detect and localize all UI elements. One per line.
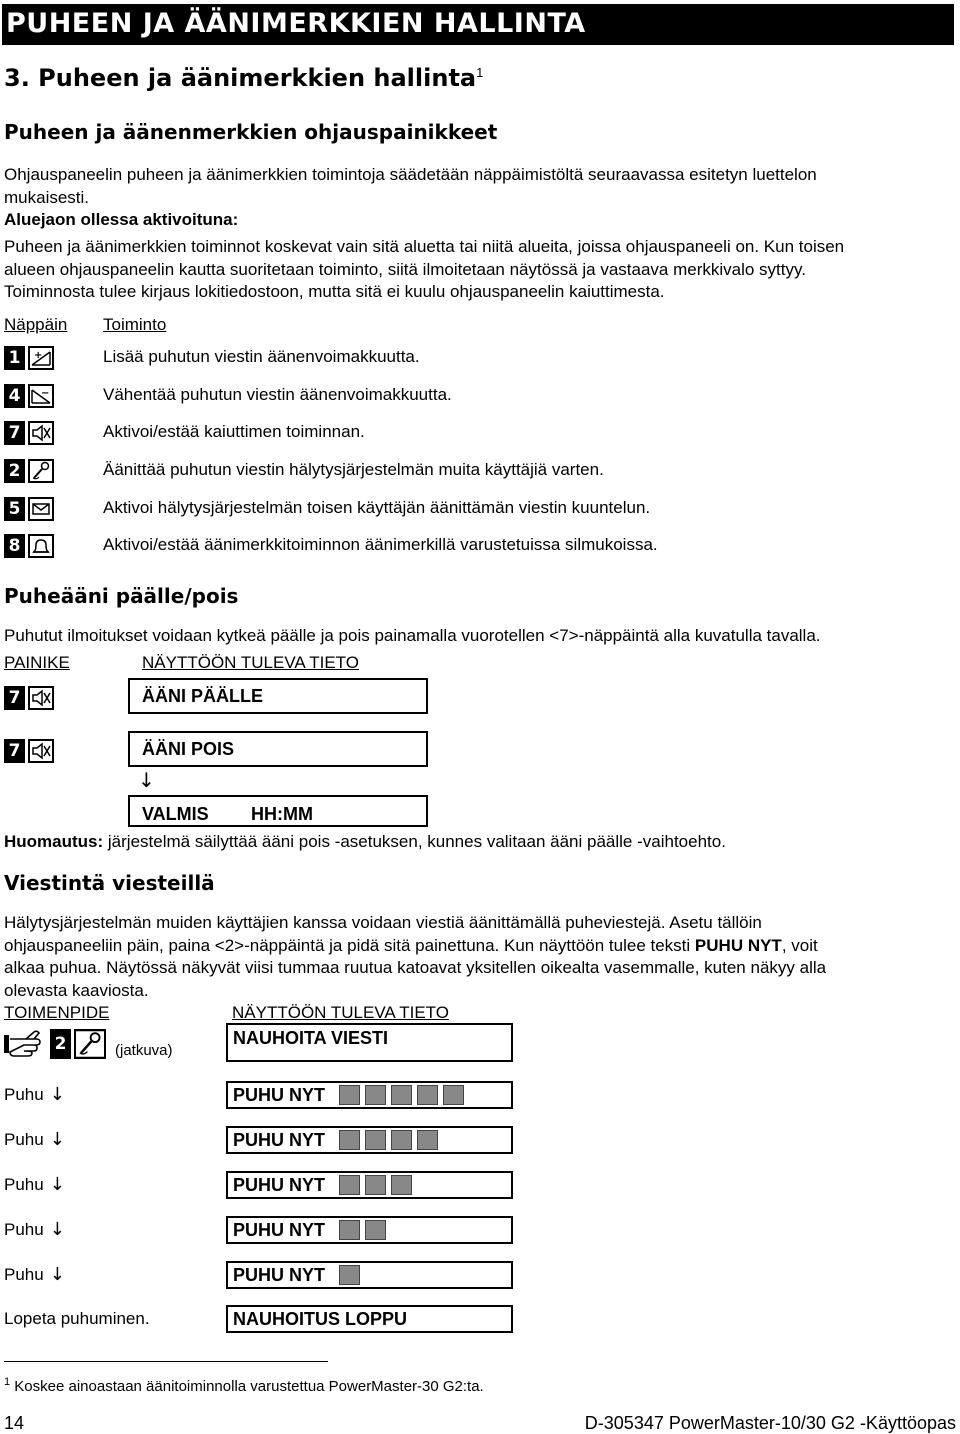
key-2-digit: 2 [4, 459, 25, 483]
down-arrow-icon: ↓ [49, 1084, 65, 1105]
message-display-column-header: NÄYTTÖÖN TULEVA TIETO [232, 1003, 449, 1022]
messaging-title: Viestintä viesteillä [4, 871, 215, 895]
progress-square [339, 1220, 360, 1240]
progress-square [339, 1130, 360, 1150]
messaging-line-part: , voit [781, 935, 818, 955]
progress-square [391, 1175, 412, 1195]
display-speak-now [226, 1261, 513, 1289]
key-4-button [4, 384, 54, 408]
speaker-mute-icon [28, 421, 54, 445]
page-header-bar [2, 4, 954, 45]
speak-step-action [4, 1264, 65, 1287]
key-8-button [4, 534, 54, 558]
record-key-digit: 2 [50, 1029, 71, 1059]
voice-note [4, 831, 726, 854]
intro-paragraph [4, 164, 954, 209]
speak-step-action-text: Puhu [4, 1220, 44, 1239]
messaging-line: olevasta kaaviosta. [4, 980, 149, 1000]
voice-note-text: järjestelmä säilyttää ääni pois -asetuksen, kunnes valitaan ääni päälle -vaihtoehto. [103, 832, 726, 851]
partition-line: Puheen ja äänimerkkien toiminnot koskevat vain sitä aluetta tai niitä alueita, joissa ohjauspaneeli on. Kun toisen [4, 237, 845, 256]
display-voice-off-text: ÄÄNI POIS [142, 739, 235, 759]
display-voice-off [128, 731, 428, 767]
key-5-digit: 5 [4, 497, 25, 521]
section-title [4, 64, 483, 92]
press-note: (jatkuva) [115, 1042, 173, 1059]
subsection-title-controls: Puheen ja äänenmerkkien ohjauspainikkeet [4, 120, 498, 144]
progress-square [365, 1220, 386, 1240]
microphone-icon [74, 1029, 106, 1059]
voice-on-key-digit: 7 [4, 686, 25, 710]
footnote-text: Koskee ainoastaan äänitoiminnolla varustettua PowerMaster-30 G2:ta. [14, 1378, 484, 1395]
record-key [50, 1029, 106, 1059]
key-1-description: Lisää puhutun viestin äänenvoimakkuutta. [103, 347, 420, 366]
key-4-description: Vähentää puhutun viestin äänenvoimakkuutta. [103, 385, 452, 404]
display-record-text: NAUHOITA VIESTI [233, 1028, 389, 1048]
microphone-icon [28, 459, 54, 483]
action-column-header: Toiminto [103, 315, 167, 334]
display-speak-now-text: PUHU NYT [233, 1175, 326, 1195]
partition-line: Toiminnosta tulee kirjaus lokitiedostoon, mutta sitä ei kuulu ohjauspaneelin kaiuttimesta. [4, 282, 665, 301]
footnote-divider [4, 1361, 328, 1362]
action-step-column-header: TOIMENPIDE [4, 1003, 110, 1022]
progress-square [365, 1085, 386, 1105]
voice-onoff-description: Puhutut ilmoitukset voidaan kytkeä päälle ja pois painamalla vuorotellen <7>-näppäintä alla kuvatulla tavalla. [4, 626, 821, 645]
display-speak-now [226, 1216, 513, 1244]
display-speak-now-text: PUHU NYT [233, 1220, 326, 1240]
speaker-mute-icon [28, 686, 54, 710]
speak-step-action-text: Puhu [4, 1130, 44, 1149]
speaker-mute-icon [28, 739, 54, 763]
key-1-digit: 1 [4, 346, 25, 370]
key-8-description: Aktivoi/estää äänimerkkitoiminnon äänimerkillä varustetuissa silmukoissa. [103, 535, 658, 554]
display-ready-time: HH:MM [251, 804, 313, 824]
progress-squares [339, 1130, 438, 1152]
key-7-description: Aktivoi/estää kaiuttimen toiminnan. [103, 422, 365, 441]
svg-text:+: + [34, 350, 43, 361]
progress-square [391, 1085, 412, 1105]
display-record-end-text: NAUHOITUS LOPPU [233, 1309, 408, 1329]
display-record-end [226, 1305, 513, 1333]
envelope-icon [28, 497, 54, 521]
key-5-description: Aktivoi hälytysjärjestelmän toisen käyttäjän äänittämän viestin kuuntelun. [103, 498, 651, 517]
key-4-digit: 4 [4, 384, 25, 408]
display-speak-now-text: PUHU NYT [233, 1265, 326, 1285]
speak-step-action-text: Puhu [4, 1085, 44, 1104]
footnote-mark: 1 [4, 1376, 11, 1388]
progress-square [365, 1130, 386, 1150]
progress-squares [339, 1265, 360, 1287]
progress-square [391, 1130, 412, 1150]
partition-line: alueen ohjauspaneelin kautta suoritetaan toiminto, siitä ilmoitetaan näytössä ja vastaava merkkivalo syttyy. [4, 259, 806, 279]
key-7-button [4, 421, 54, 445]
speak-step-action-text: Puhu [4, 1265, 44, 1284]
volume-down-icon [28, 384, 54, 408]
intro-line: mukaisesti. [4, 187, 90, 207]
button-column-header: PAINIKE [4, 653, 70, 672]
key-1-button [4, 346, 54, 370]
down-arrow-icon: ↓ [49, 1174, 65, 1195]
intro-line: Ohjauspaneelin puheen ja äänimerkkien toimintoja säädetään näppäimistöltä seuraavassa esitetyn luettelon [4, 165, 817, 184]
messaging-line: Hälytysjärjestelmän muiden käyttäjien kanssa voidaan viestiä äänittämällä puheviestejä. Asetu tällöin [4, 913, 762, 932]
voice-off-key-digit: 7 [4, 739, 25, 763]
progress-square [443, 1085, 464, 1105]
svg-text:−: − [41, 388, 50, 399]
progress-square [339, 1265, 360, 1285]
display-voice-on [128, 678, 428, 714]
display-column-header: NÄYTTÖÖN TULEVA TIETO [142, 653, 359, 672]
key-2-description: Äänittää puhutun viestin hälytysjärjestelmän muita käyttäjiä varten. [103, 460, 604, 479]
key-column-header: Näppäin [4, 315, 68, 334]
messaging-line: alkaa puhua. Näytössä näkyvät viisi tummaa ruutua katoavat yksitellen oikealta vasemmalle, kuten näkyy alla [4, 958, 827, 977]
page-header-title: PUHEEN JA ÄÄNIMERKKIEN HALLINTA [6, 8, 586, 39]
footnote-reference[interactable]: 1 [476, 65, 484, 80]
down-arrow-icon: ↓ [49, 1219, 65, 1240]
voice-on-key [4, 686, 54, 710]
partition-paragraph [4, 236, 959, 304]
progress-squares [339, 1085, 464, 1107]
messaging-line-emphasis: PUHU NYT [694, 935, 782, 955]
speak-step-action [4, 1129, 65, 1152]
progress-square [339, 1085, 360, 1105]
display-voice-on-text: ÄÄNI PÄÄLLE [142, 686, 263, 706]
messaging-paragraph [4, 912, 959, 1002]
progress-square [417, 1085, 438, 1105]
volume-up-icon [28, 346, 54, 370]
key-7-digit: 7 [4, 421, 25, 445]
key-2-button [4, 459, 54, 483]
speak-step-action [4, 1084, 65, 1107]
end-action: Lopeta puhuminen. [4, 1309, 150, 1328]
speak-step-action [4, 1174, 65, 1197]
voice-off-key [4, 739, 54, 763]
display-speak-now [226, 1081, 513, 1109]
key-8-digit: 8 [4, 534, 25, 558]
key-5-button [4, 497, 54, 521]
progress-square [417, 1130, 438, 1150]
messaging-line-part: ohjauspaneeliin päin, paina <2>-näppäintä ja pidä sitä painettuna. Kun näyttöön tulee teksti [4, 935, 695, 955]
display-ready [128, 795, 428, 827]
progress-squares [339, 1175, 412, 1197]
display-speak-now [226, 1126, 513, 1154]
display-speak-now-text: PUHU NYT [233, 1130, 326, 1150]
speak-step-action [4, 1219, 65, 1242]
down-arrow-icon: ↓ [49, 1264, 65, 1285]
progress-squares [339, 1220, 386, 1242]
footnote [4, 1376, 484, 1395]
progress-square [365, 1175, 386, 1195]
page-number: 14 [4, 1413, 25, 1433]
messaging-line [4, 935, 959, 958]
voice-note-label: Huomautus: [4, 832, 104, 851]
voice-onoff-title: Puheääni päälle/pois [4, 584, 239, 608]
section-title-text: 3. Puheen ja äänimerkkien hallinta [4, 64, 477, 92]
speak-step-action-text: Puhu [4, 1175, 44, 1194]
partition-title: Aluejaon ollessa aktivoituna: [4, 210, 239, 229]
down-arrow-icon: ↓ [49, 1129, 65, 1150]
display-ready-label: VALMIS [142, 804, 209, 824]
display-record [226, 1023, 513, 1062]
progress-square [339, 1175, 360, 1195]
display-speak-now [226, 1171, 513, 1199]
display-speak-now-text: PUHU NYT [233, 1085, 326, 1105]
press-hold-icon [4, 1029, 48, 1064]
bell-icon [28, 534, 54, 558]
down-arrow-icon: ↓ [138, 768, 155, 792]
document-id: D-305347 PowerMaster-10/30 G2 -Käyttöopas [584, 1413, 956, 1433]
